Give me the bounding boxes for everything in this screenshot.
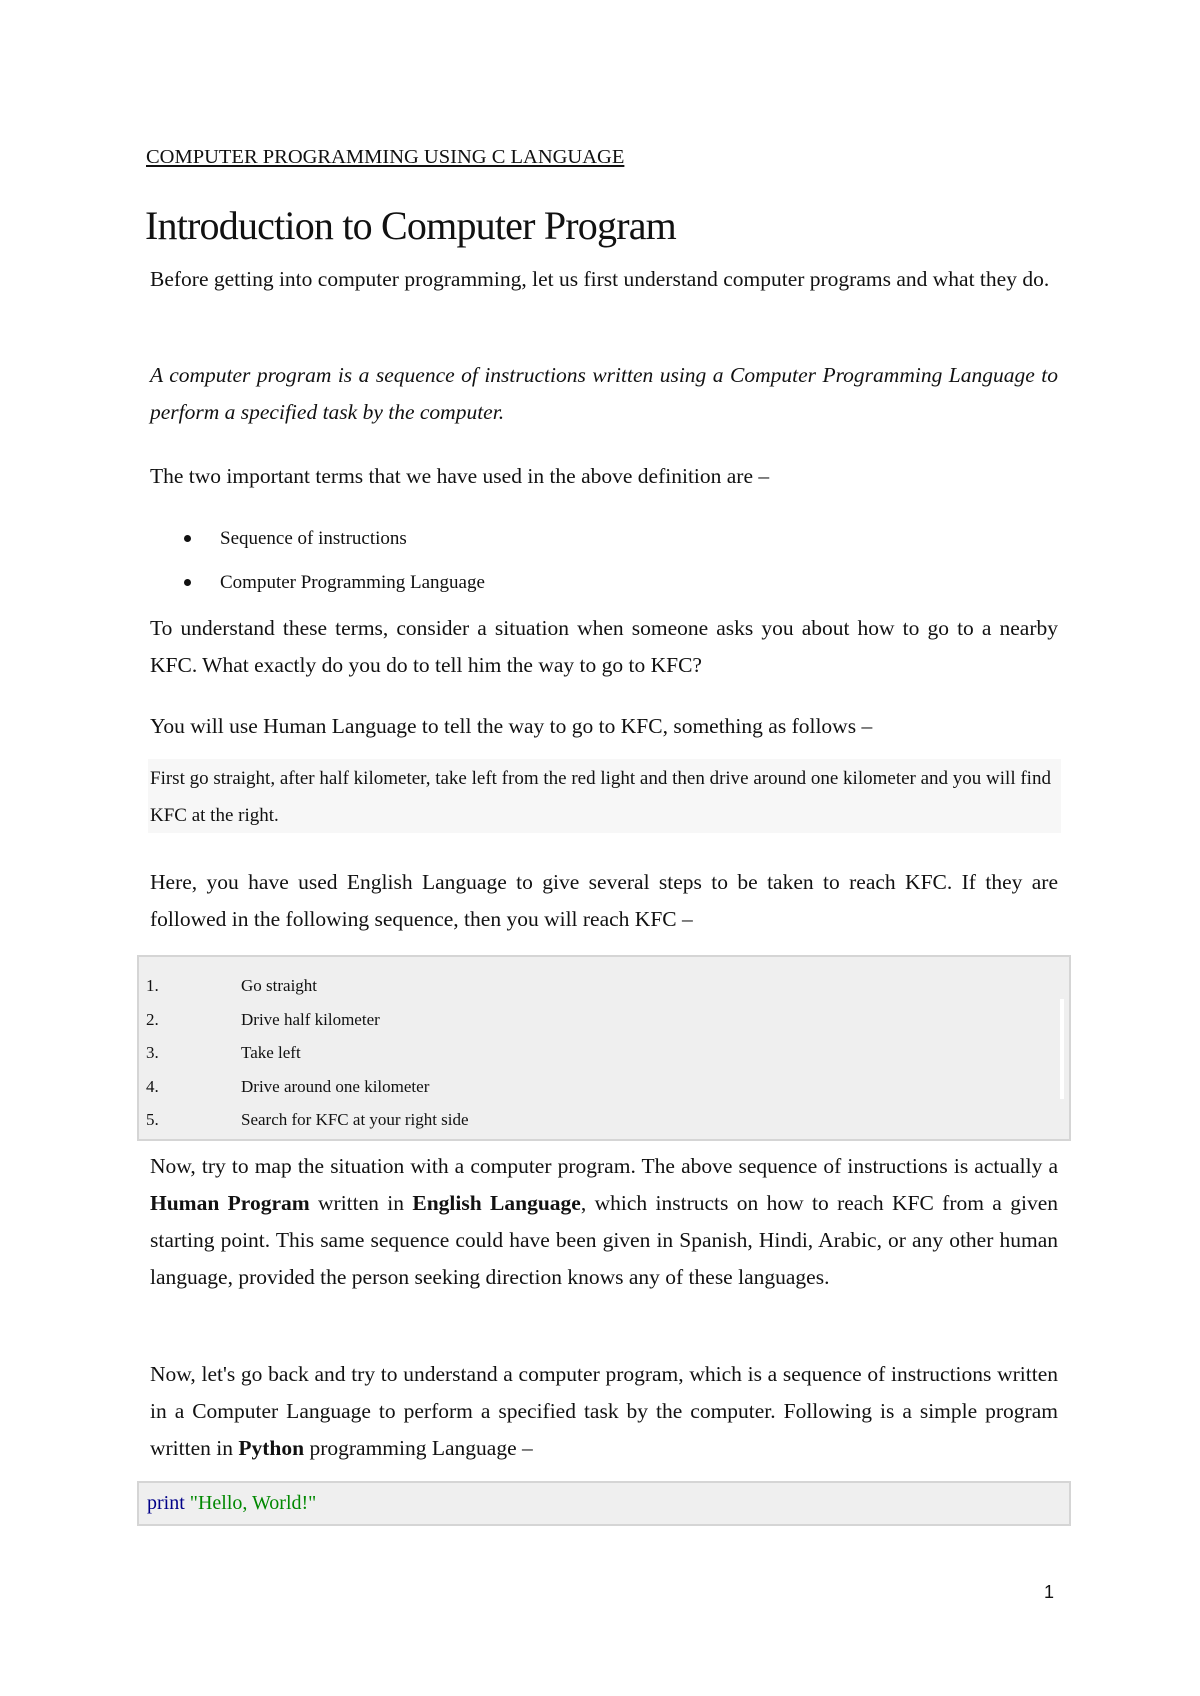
- step-text: Take left: [241, 1043, 301, 1062]
- list-item: [150, 564, 485, 608]
- human-language-paragraph: You will use Human Language to tell the way to go to KFC, something as follows –: [150, 714, 873, 738]
- text-segment: programming Language –: [304, 1436, 533, 1460]
- step-text: Drive around one kilometer: [241, 1077, 430, 1096]
- step-number: 2.: [146, 1010, 159, 1029]
- example-directions-box: First go straight, after half kilometer, take left from the red light and then drive around one kilometer and you will find KFC at the right.: [148, 759, 1061, 833]
- list-item-text: Sequence of instructions: [220, 528, 407, 549]
- step-text: Go straight: [241, 976, 318, 995]
- step-text: Drive half kilometer: [241, 1010, 380, 1029]
- human-program-term: Human Program: [150, 1191, 310, 1215]
- page-heading: Introduction to Computer Program: [145, 203, 676, 248]
- step-text: Search for KFC at your right side: [241, 1110, 469, 1129]
- english-language-term: English Language: [412, 1191, 581, 1215]
- english-language-paragraph: Here, you have used English Language to give several steps to be taken to reach KFC. If they are followed in the following sequence, then you will reach KFC –: [150, 870, 1058, 931]
- definition-paragraph: A computer program is a sequence of instructions written using a Computer Programming Language to perform a specified task by the computer.: [150, 363, 1058, 424]
- step-number: 5.: [146, 1110, 159, 1129]
- step-number: 4.: [146, 1077, 159, 1096]
- text-segment: Now, let's go back and try to understand a computer program, which is a sequence of instructions written in a Computer Language to perform a specified task by the computer. Following is a simple program written in: [150, 1362, 1058, 1460]
- steps-code-box: [137, 955, 1071, 1141]
- terms-list: [150, 520, 485, 608]
- page-number: 1: [1044, 1582, 1055, 1602]
- list-item: [150, 520, 485, 564]
- text-segment: written in: [309, 1191, 413, 1215]
- step-item: [146, 1072, 429, 1102]
- bullet-icon: [184, 579, 191, 586]
- intro-paragraph: Before getting into computer programming, let us first understand computer programs and what they do.: [150, 267, 1050, 291]
- list-item-text: Computer Programming Language: [220, 572, 485, 593]
- step-number: 1.: [146, 976, 159, 995]
- map-situation-paragraph: [150, 1148, 1058, 1296]
- text-segment: , which instructs on how to reach KFC from a given starting point. This same sequence could have been given in Spanish, Hindi, Arabic, or any other human language, provided the person seeking direction knows any of these languages.: [150, 1191, 1058, 1289]
- computer-program-paragraph: [150, 1356, 1058, 1467]
- bullet-icon: [184, 535, 191, 542]
- course-title: COMPUTER PROGRAMMING USING C LANGUAGE: [146, 146, 625, 168]
- code-keyword: print: [147, 1492, 185, 1514]
- text-segment: Now, try to map the situation with a computer program. The above sequence of instructions is actually a: [150, 1154, 1058, 1178]
- python-term: Python: [238, 1436, 305, 1460]
- step-item: [146, 1005, 380, 1035]
- step-number: 3.: [146, 1043, 159, 1062]
- code-string: "Hello, World!": [189, 1492, 317, 1514]
- step-item: [146, 1105, 469, 1135]
- scrollbar[interactable]: [1060, 999, 1064, 1099]
- situation-paragraph: To understand these terms, consider a situation when someone asks you about how to go to a nearby KFC. What exactly do you do to tell him the way to go to KFC?: [150, 616, 1058, 677]
- python-code-box: [137, 1481, 1071, 1526]
- step-item: [146, 971, 317, 1001]
- terms-intro-paragraph: The two important terms that we have used in the above definition are –: [150, 464, 770, 488]
- step-item: [146, 1038, 301, 1068]
